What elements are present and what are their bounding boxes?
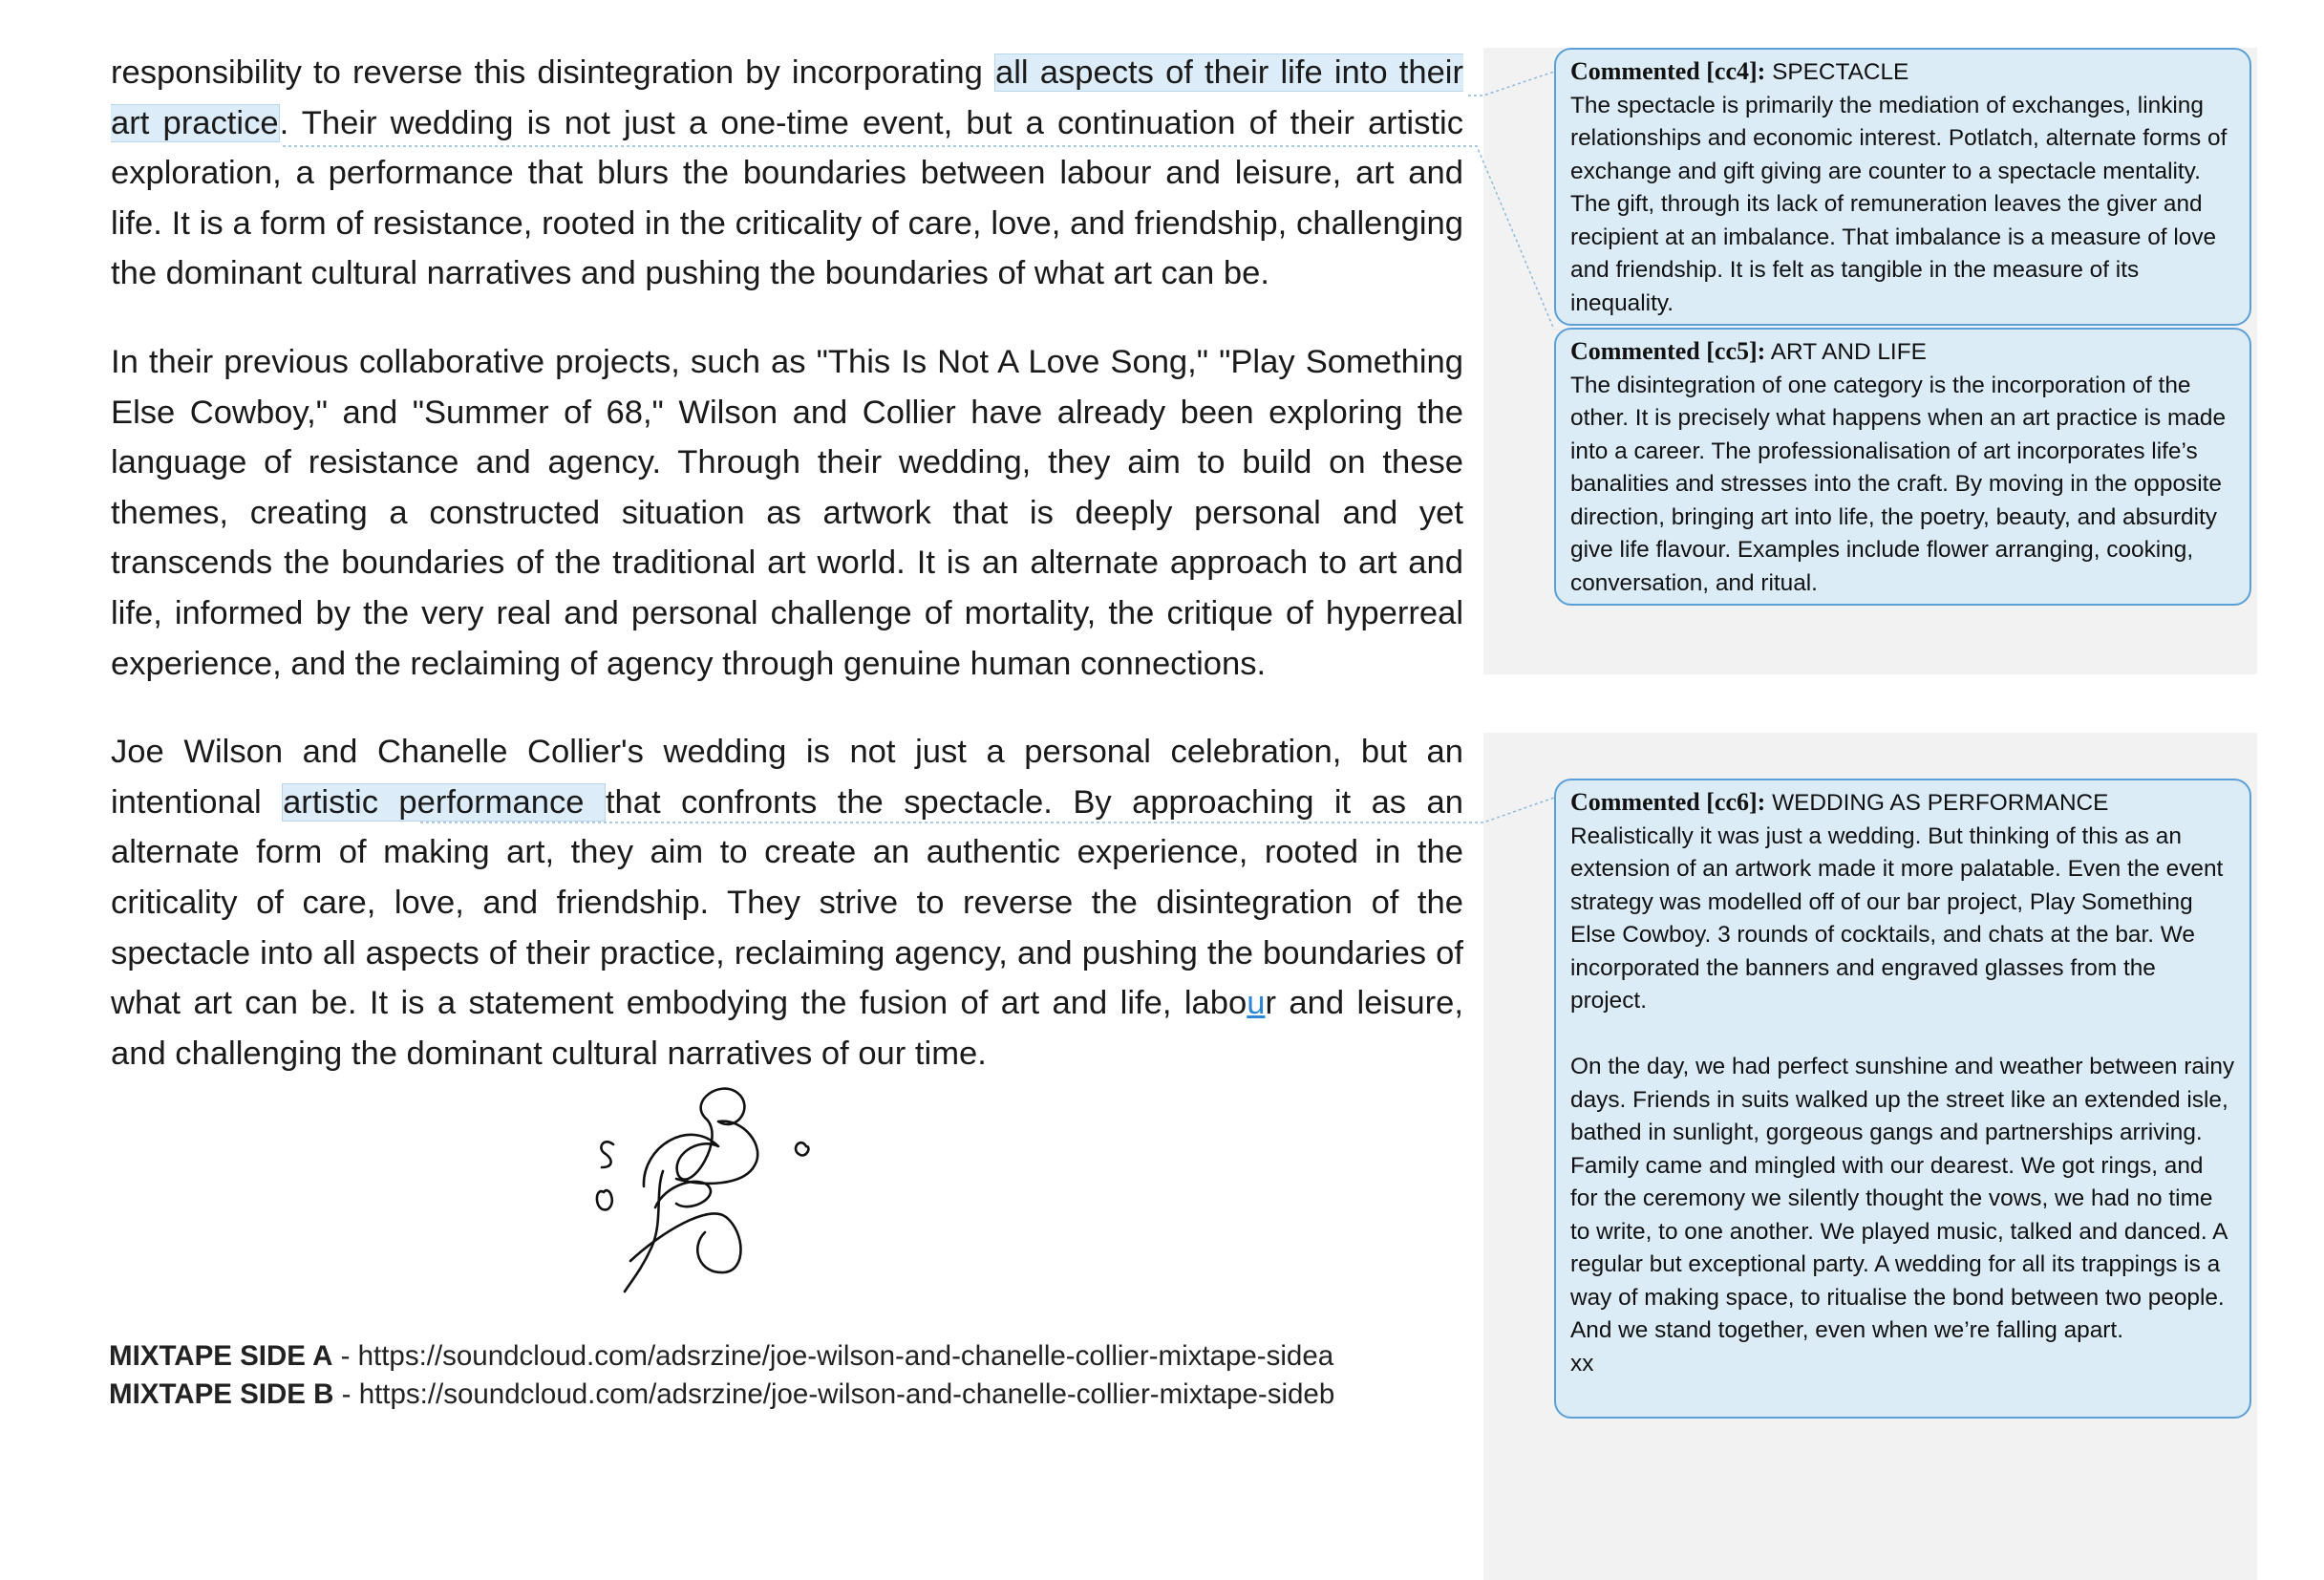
comment-body: The disintegration of one category is the incorporation of the other. It is precisely what happens when an art practice is made into a career. The professionalisation of art incorporates life’s banalities and stresses into the craft. By moving in the opposite direction, bringing art into life, the poetry, beauty, and absurdity give life flavour. Examples include flower arranging, cooking, conversation, and ritual. xyxy=(1570,372,2227,596)
comment-body: On the day, we had perfect sunshine and weather between rainy days. Friends in suits walked up the street like an extended isle, bathed in sunlight, gorgeous gangs and partnerships arriving. Family came and mingled with our dearest. We got rings, and for the ceremony we silently thought the vows, we had no time to write, to one another. We played music, talked and danced. A regular but exceptional party. A wedding for all its trappings is a way of making space, to ritualise the bond between two people. And we stand together, even when we’re falling apart. xyxy=(1570,1054,2235,1343)
comment-body: The spectacle is primarily the mediation of exchanges, linking relationships and economic interest. Potlatch, alternate forms of exchange and gift giving are counter to a spectacle mentality. The gift, through its lack of remuneration leaves the giver and recipient at an imbalance. That imbalance is a measure of love and friendship. It is felt as tangible in the measure of its inequality. xyxy=(1570,92,2228,316)
comment-body: xx xyxy=(1570,1350,1594,1377)
mixtape-label: MIXTAPE SIDE A xyxy=(109,1340,333,1372)
comment-anchor-highlight[interactable]: all aspects of their life into their art practice xyxy=(111,54,1463,141)
paragraph-text: responsibility to reverse this disintegration by incorporating xyxy=(111,54,994,91)
comment-body: Realistically it was just a wedding. But thinking of this as an extension of an artwork made it more palatable. Even the event strategy was modelled off of our bar project, Play Something Else Cowboy. 3 rounds of cocktails, and chats at the bar. We incorporated the banners and engraved glasses from the project. xyxy=(1570,822,2224,1014)
comment-balloon-cc4[interactable] xyxy=(1554,48,2251,326)
mixtape-url[interactable]: https://soundcloud.com/adsrzine/joe-wilson-and-chanelle-collier-mixtape-sidea xyxy=(357,1340,1334,1372)
paragraph-text: r and leisure, and challenging the dominant cultural narratives of our time. xyxy=(111,985,1463,1072)
comment-head: Commented [cc5]: xyxy=(1570,337,1766,365)
comment-spacer xyxy=(1570,1018,2236,1052)
mixtape-link-row xyxy=(109,1376,1334,1414)
mixtape-link-row xyxy=(109,1337,1334,1376)
link-separator: - xyxy=(333,1378,359,1410)
comment-anchor-highlight[interactable]: artistic performance xyxy=(283,783,605,821)
paragraph xyxy=(111,727,1463,1078)
comment-balloon-cc6[interactable] xyxy=(1554,779,2251,1419)
comment-title: ART AND LIFE xyxy=(1770,339,1927,365)
comment-head: Commented [cc4]: xyxy=(1570,57,1766,85)
comment-title: SPECTACLE xyxy=(1772,59,1909,85)
tracked-insertion[interactable]: u xyxy=(1247,985,1266,1022)
comment-head: Commented [cc6]: xyxy=(1570,788,1766,816)
signature-drawing xyxy=(585,1079,909,1309)
paragraph-text: that confronts the spectacle. By approaching it as an alternate form of making art, they aim to create an authentic experience, rooted in the criticality of care, love, and friendship. They strive to reverse the disintegration of the spectacle into all aspects of their practice, reclaiming agency, and pushing the boundaries of what art can be. It is a statement embodying the fusion of art and life, labo xyxy=(111,783,1463,1022)
mixtape-label: MIXTAPE SIDE B xyxy=(109,1378,334,1410)
document-body xyxy=(111,48,1463,1117)
paragraph-text: Joe Wilson and Chanelle Collier's wedding is not just a personal celebration, but an intentional xyxy=(111,734,1463,821)
mixtape-url[interactable]: https://soundcloud.com/adsrzine/joe-wilson-and-chanelle-collier-mixtape-sideb xyxy=(358,1378,1335,1410)
paragraph: In their previous collaborative projects, such as "This Is Not A Love Song," "Play Something Else Cowboy," and "Summer of 68," Wilson and Collier have already been exploring the language of resistance and agency. Through their wedding, they aim to build on these themes, creating a constructed situation as artwork that is deeply personal and yet transcends the boundaries of the traditional art world. It is an alternate approach to art and life, informed by the very real and personal challenge of mortality, the critique of hyperreal experience, and the reclaiming of agency through genuine human connections. xyxy=(111,343,1463,682)
mixtape-links xyxy=(109,1337,1334,1414)
paragraph xyxy=(111,48,1463,299)
comment-title: WEDDING AS PERFORMANCE xyxy=(1772,790,2109,816)
paragraph-text: . Their wedding is not just a one-time event, but a continuation of their artistic exploration, a performance that blurs the boundaries between labour and leisure, art and life. It is a form of resistance, rooted in the criticality of care, love, and friendship, challenging the dominant cultural narratives and pushing the boundaries of what art can be. xyxy=(111,104,1463,292)
comment-balloon-cc5[interactable] xyxy=(1554,328,2251,606)
link-separator: - xyxy=(332,1340,358,1372)
